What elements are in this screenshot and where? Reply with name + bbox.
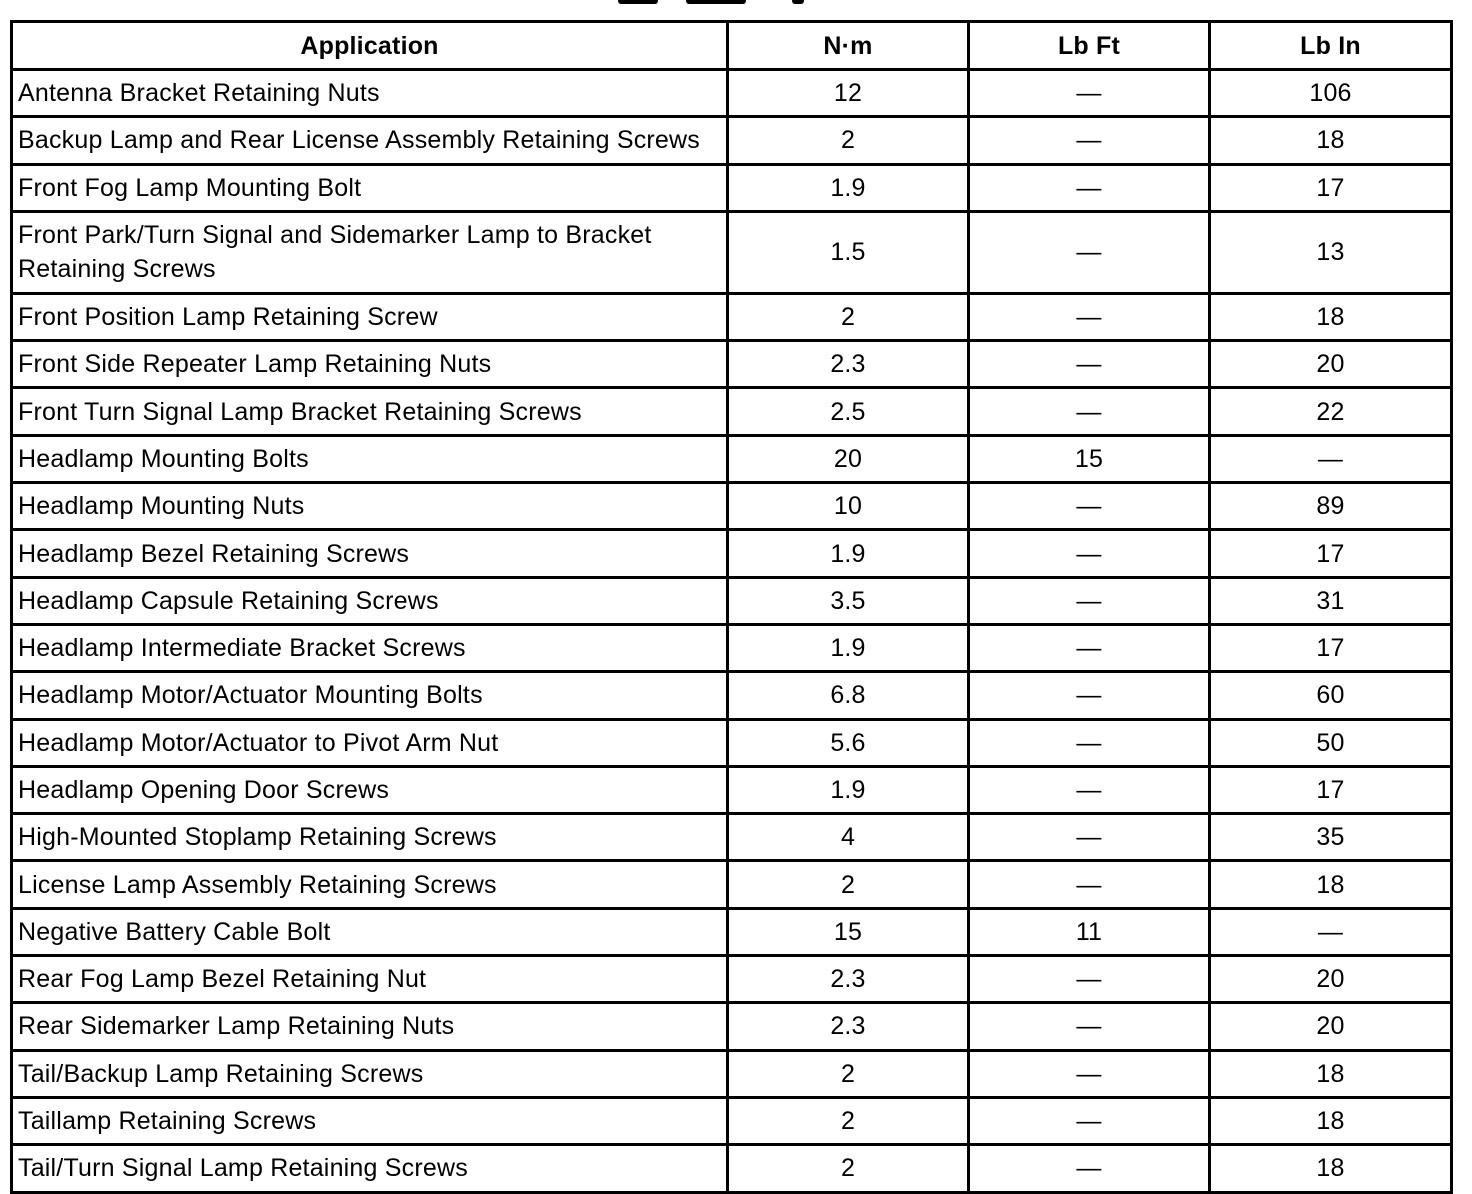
cell-application: Rear Sidemarker Lamp Retaining Nuts xyxy=(12,1003,728,1050)
cell-lbft: — xyxy=(969,1145,1210,1192)
table-row xyxy=(12,164,1452,211)
cell-lbft: — xyxy=(969,624,1210,671)
fastener-torque-table xyxy=(10,20,1453,1194)
cell-lbft: 11 xyxy=(969,908,1210,955)
table-row xyxy=(12,530,1452,577)
cell-lbft: 15 xyxy=(969,435,1210,482)
cell-application: Headlamp Motor/Actuator to Pivot Arm Nut xyxy=(12,719,728,766)
table-body xyxy=(12,70,1452,1193)
cell-lbin: 20 xyxy=(1210,956,1452,1003)
cell-lbft: — xyxy=(969,577,1210,624)
cell-nm: 2 xyxy=(728,293,969,340)
cell-lbft: — xyxy=(969,766,1210,813)
cell-application: Headlamp Intermediate Bracket Screws xyxy=(12,624,728,671)
cell-nm: 5.6 xyxy=(728,719,969,766)
table-row xyxy=(12,211,1452,293)
cell-application: Headlamp Mounting Nuts xyxy=(12,483,728,530)
header-lbft: Lb Ft xyxy=(969,22,1210,70)
cell-lbin: 18 xyxy=(1210,117,1452,164)
cell-lbft: — xyxy=(969,70,1210,117)
table-row xyxy=(12,766,1452,813)
table-row xyxy=(12,341,1452,388)
cell-nm: 1.9 xyxy=(728,164,969,211)
table-row xyxy=(12,1003,1452,1050)
cell-nm: 2.3 xyxy=(728,341,969,388)
cell-lbft: — xyxy=(969,164,1210,211)
cell-application: Taillamp Retaining Screws xyxy=(12,1097,728,1144)
table-row xyxy=(12,1097,1452,1144)
cell-application: Headlamp Mounting Bolts xyxy=(12,435,728,482)
cell-lbin: 17 xyxy=(1210,766,1452,813)
table-row xyxy=(12,861,1452,908)
cell-lbin: 18 xyxy=(1210,293,1452,340)
cell-application: High-Mounted Stoplamp Retaining Screws xyxy=(12,814,728,861)
cell-lbft: — xyxy=(969,293,1210,340)
cell-lbin: 50 xyxy=(1210,719,1452,766)
cell-lbin: 106 xyxy=(1210,70,1452,117)
table-row xyxy=(12,908,1452,955)
cell-nm: 1.9 xyxy=(728,766,969,813)
header-nm: N·m xyxy=(728,22,969,70)
cell-lbft: — xyxy=(969,388,1210,435)
cell-nm: 2.3 xyxy=(728,956,969,1003)
table-row xyxy=(12,1050,1452,1097)
cell-application: Front Side Repeater Lamp Retaining Nuts xyxy=(12,341,728,388)
cell-lbin: 31 xyxy=(1210,577,1452,624)
cell-nm: 3.5 xyxy=(728,577,969,624)
cell-nm: 4 xyxy=(728,814,969,861)
cell-lbft: — xyxy=(969,814,1210,861)
cell-lbft: — xyxy=(969,1097,1210,1144)
cell-lbft: — xyxy=(969,341,1210,388)
cell-lbin: 20 xyxy=(1210,1003,1452,1050)
table-row xyxy=(12,672,1452,719)
cell-application: Front Position Lamp Retaining Screw xyxy=(12,293,728,340)
cell-lbft: — xyxy=(969,956,1210,1003)
cell-lbft: — xyxy=(969,117,1210,164)
table-row xyxy=(12,70,1452,117)
cell-nm: 2 xyxy=(728,1097,969,1144)
cell-lbin: 17 xyxy=(1210,164,1452,211)
cell-nm: 2.5 xyxy=(728,388,969,435)
cell-nm: 10 xyxy=(728,483,969,530)
cell-lbft: — xyxy=(969,483,1210,530)
cell-lbin: — xyxy=(1210,908,1452,955)
cell-application: License Lamp Assembly Retaining Screws xyxy=(12,861,728,908)
cell-lbin: 22 xyxy=(1210,388,1452,435)
cell-lbft: — xyxy=(969,1050,1210,1097)
table-row xyxy=(12,483,1452,530)
cell-nm: 2 xyxy=(728,861,969,908)
table-row xyxy=(12,956,1452,1003)
cell-nm: 15 xyxy=(728,908,969,955)
table-row xyxy=(12,1145,1452,1192)
cell-lbin: 17 xyxy=(1210,530,1452,577)
cell-application: Backup Lamp and Rear License Assembly Retaining Screws xyxy=(12,117,728,164)
cell-application: Antenna Bracket Retaining Nuts xyxy=(12,70,728,117)
cell-lbin: 18 xyxy=(1210,1097,1452,1144)
cell-lbin: 35 xyxy=(1210,814,1452,861)
cell-lbin: 18 xyxy=(1210,861,1452,908)
cell-application: Headlamp Motor/Actuator Mounting Bolts xyxy=(12,672,728,719)
cell-lbin: 18 xyxy=(1210,1145,1452,1192)
cell-lbft: — xyxy=(969,1003,1210,1050)
table-row xyxy=(12,624,1452,671)
table-row xyxy=(12,388,1452,435)
cell-nm: 1.9 xyxy=(728,530,969,577)
table-row xyxy=(12,435,1452,482)
cell-application: Front Fog Lamp Mounting Bolt xyxy=(12,164,728,211)
cell-nm: 20 xyxy=(728,435,969,482)
cell-nm: 2 xyxy=(728,1050,969,1097)
header-application: Application xyxy=(12,22,728,70)
cell-application: Front Turn Signal Lamp Bracket Retaining Screws xyxy=(12,388,728,435)
cell-nm: 12 xyxy=(728,70,969,117)
table-row xyxy=(12,293,1452,340)
cell-lbin: — xyxy=(1210,435,1452,482)
cell-lbin: 60 xyxy=(1210,672,1452,719)
cell-application: Headlamp Bezel Retaining Screws xyxy=(12,530,728,577)
cell-nm: 6.8 xyxy=(728,672,969,719)
cell-application: Rear Fog Lamp Bezel Retaining Nut xyxy=(12,956,728,1003)
cell-application: Headlamp Capsule Retaining Screws xyxy=(12,577,728,624)
cell-application: Headlamp Opening Door Screws xyxy=(12,766,728,813)
cell-lbft: — xyxy=(969,719,1210,766)
cell-application: Front Park/Turn Signal and Sidemarker Lamp to Bracket Retaining Screws xyxy=(12,211,728,293)
cell-nm: 2 xyxy=(728,1145,969,1192)
cropped-title-fragment xyxy=(0,0,1472,14)
header-row xyxy=(12,22,1452,70)
table-row xyxy=(12,577,1452,624)
cell-lbin: 18 xyxy=(1210,1050,1452,1097)
cell-lbin: 89 xyxy=(1210,483,1452,530)
table-row xyxy=(12,814,1452,861)
cell-nm: 2 xyxy=(728,117,969,164)
cell-lbin: 17 xyxy=(1210,624,1452,671)
cell-application: Tail/Backup Lamp Retaining Screws xyxy=(12,1050,728,1097)
cell-nm: 2.3 xyxy=(728,1003,969,1050)
table-row xyxy=(12,117,1452,164)
cell-lbft: — xyxy=(969,530,1210,577)
table-row xyxy=(12,719,1452,766)
cell-application: Negative Battery Cable Bolt xyxy=(12,908,728,955)
cell-lbft: — xyxy=(969,861,1210,908)
cell-lbft: — xyxy=(969,672,1210,719)
cell-application: Tail/Turn Signal Lamp Retaining Screws xyxy=(12,1145,728,1192)
cell-lbin: 20 xyxy=(1210,341,1452,388)
header-lbin: Lb In xyxy=(1210,22,1452,70)
cell-lbft: — xyxy=(969,211,1210,293)
cell-lbin: 13 xyxy=(1210,211,1452,293)
cell-nm: 1.5 xyxy=(728,211,969,293)
cell-nm: 1.9 xyxy=(728,624,969,671)
